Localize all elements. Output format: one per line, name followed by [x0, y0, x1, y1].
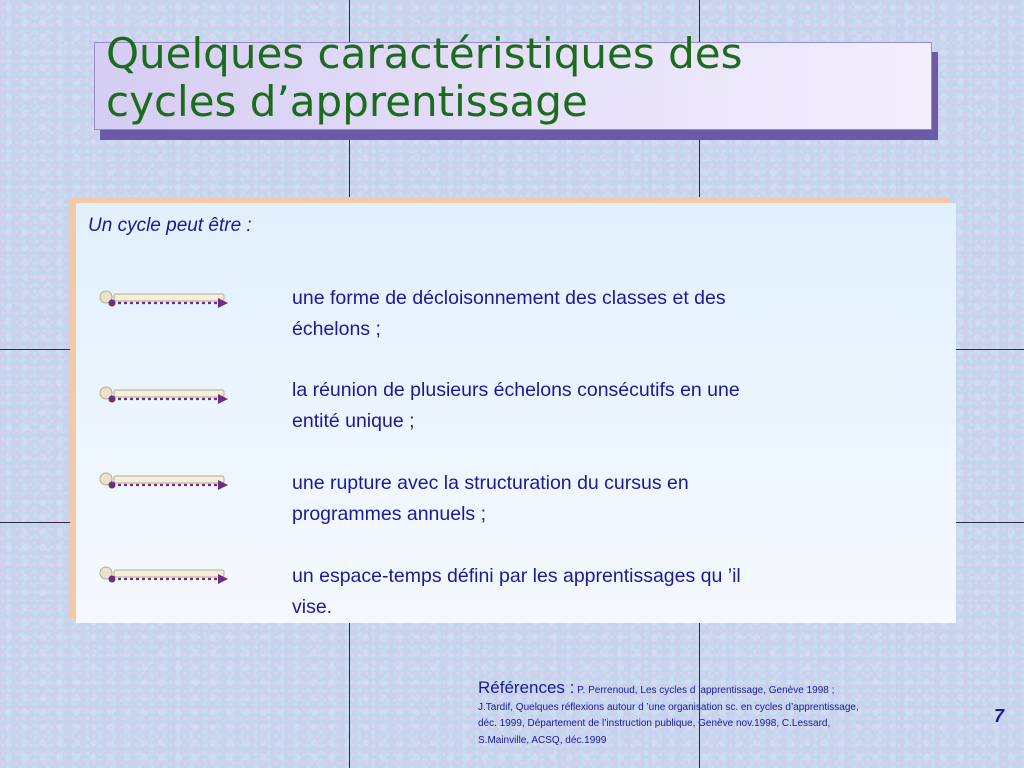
reference-line: J.Tardif, Quelques réflexions autour d ’une organisation sc. en cycles d’apprentissage, — [478, 701, 859, 713]
slide-title — [106, 30, 936, 126]
references-label: Références : — [478, 678, 575, 697]
references — [478, 680, 948, 749]
title-line-1: Quelques caractéristiques des — [106, 29, 743, 78]
page-number: 7 — [994, 706, 1005, 726]
list-item-line: programmes annuels ; — [292, 503, 487, 525]
list-item — [292, 283, 948, 345]
arrow-bullet-icon — [96, 471, 231, 497]
intro-text: Un cycle peut être : — [88, 215, 252, 236]
list-item-line: vise. — [292, 596, 333, 618]
list-item — [292, 468, 948, 530]
arrow-bullet-icon — [96, 385, 231, 411]
arrow-bullet-icon — [96, 565, 231, 591]
arrow-bullet-icon — [96, 289, 231, 315]
list-item-line: la réunion de plusieurs échelons consécutifs en une — [292, 379, 740, 401]
content-panel — [76, 203, 956, 623]
list-item-line: entité unique ; — [292, 410, 415, 432]
reference-line: déc. 1999, Département de l’instruction publique, Genève nov.1998, C.Lessard, — [478, 718, 831, 729]
list-item-line: échelons ; — [292, 318, 381, 340]
title-line-2: cycles d’apprentissage — [106, 77, 588, 126]
list-item-line: une rupture avec la structuration du cursus en — [292, 472, 689, 494]
reference-line: S.Mainville, ACSQ, déc.1999 — [478, 734, 607, 746]
list-item — [292, 375, 948, 437]
reference-line: P. Perrenoud, Les cycles d ’apprentissage, Genève 1998 ; — [577, 685, 835, 696]
list-item-line: une forme de décloisonnement des classes et des — [292, 287, 726, 309]
list-item — [292, 561, 948, 623]
list-item-line: un espace-temps défini par les apprentissages qu ’il — [292, 565, 741, 587]
